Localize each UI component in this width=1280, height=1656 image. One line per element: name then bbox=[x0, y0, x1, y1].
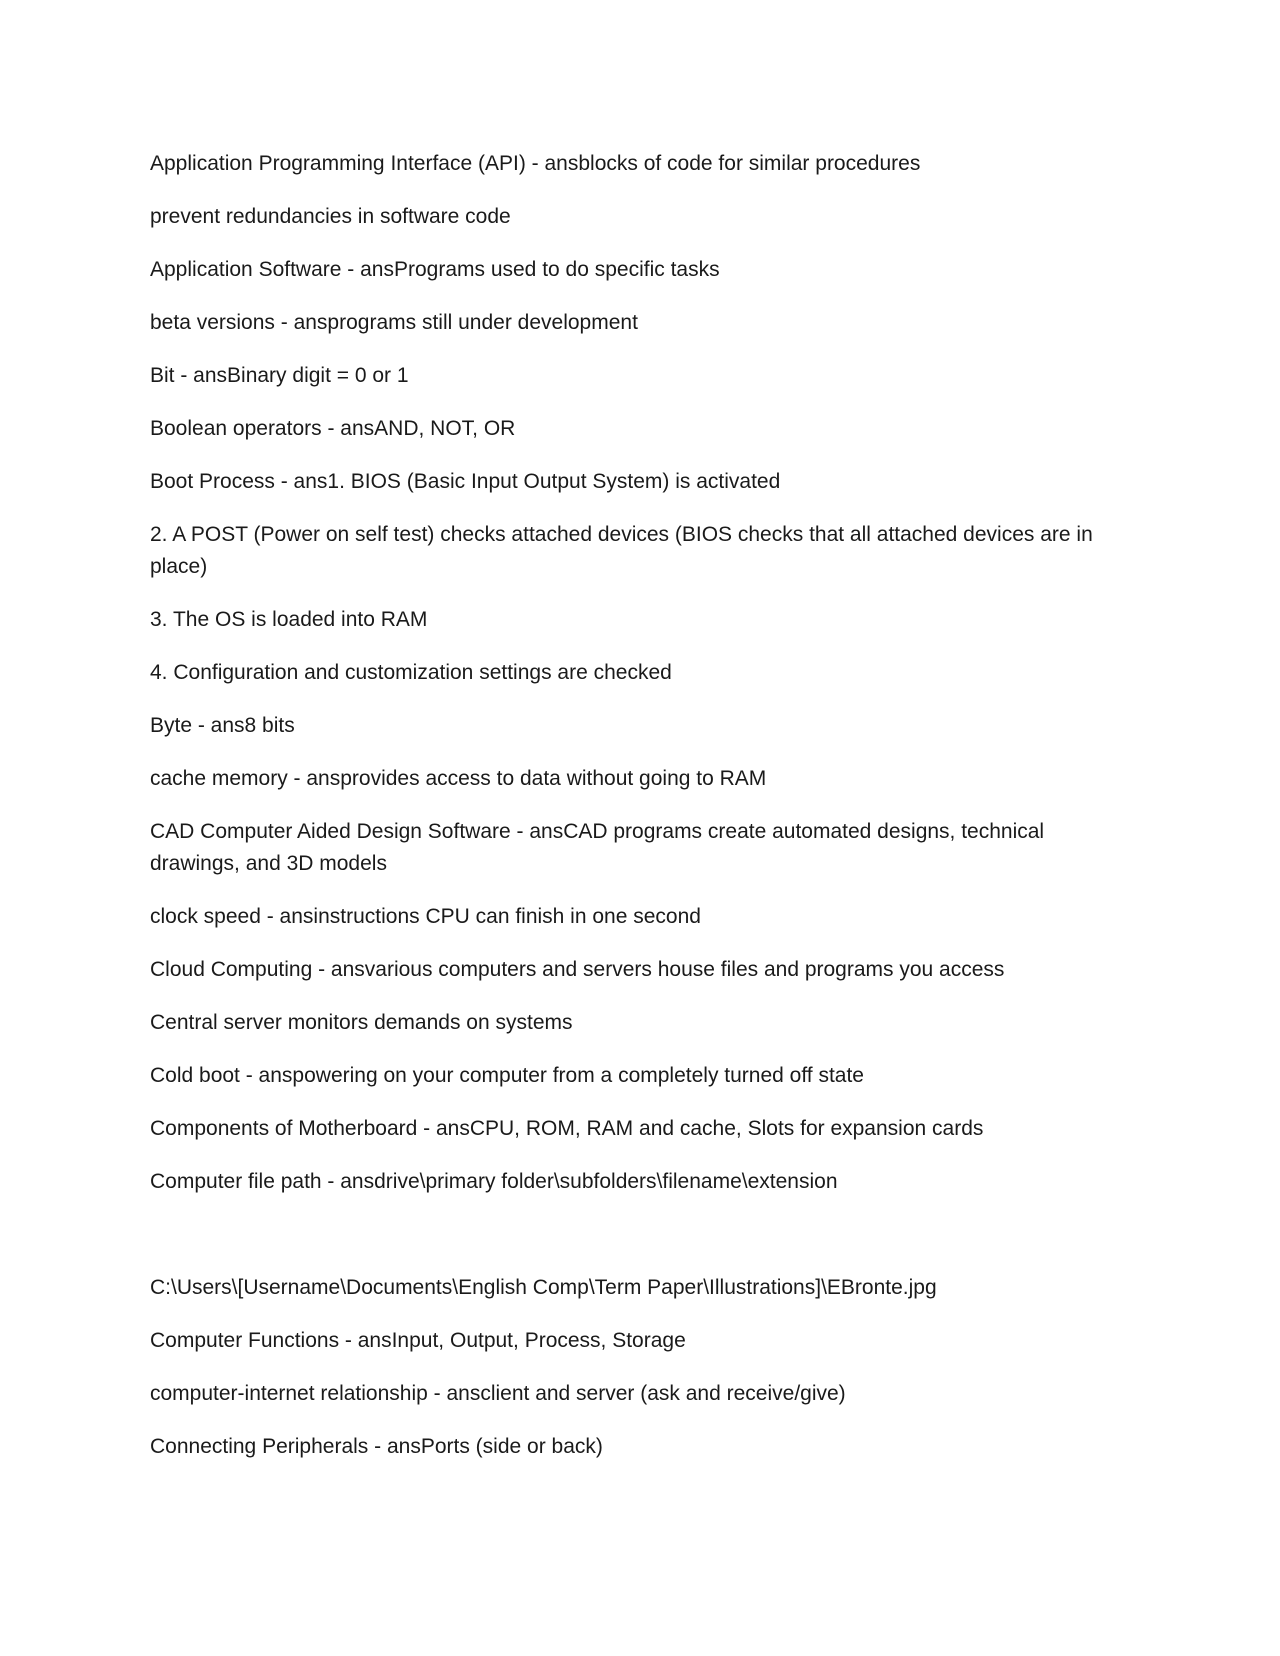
paragraph-application-software: Application Software - ansPrograms used to do specific tasks bbox=[150, 258, 720, 281]
paragraph-computer-functions: Computer Functions - ansInput, Output, Process, Storage bbox=[150, 1329, 686, 1352]
paragraph-byte: Byte - ans8 bits bbox=[150, 714, 295, 737]
paragraph-cad-software: CAD Computer Aided Design Software - ansCAD programs create automated designs, technical drawings, and 3D models bbox=[150, 820, 1050, 875]
paragraph-clock-speed: clock speed - ansinstructions CPU can finish in one second bbox=[150, 905, 701, 928]
paragraph-cold-boot: Cold boot - anspowering on your computer from a completely turned off state bbox=[150, 1064, 864, 1087]
document-body bbox=[150, 148, 1135, 1484]
paragraph-boot-process: Boot Process - ans1. BIOS (Basic Input Output System) is activated bbox=[150, 470, 781, 493]
paragraph-cache-memory: cache memory - ansprovides access to data without going to RAM bbox=[150, 767, 767, 790]
paragraph-beta-versions: beta versions - ansprograms still under development bbox=[150, 311, 638, 334]
paragraph-api: Application Programming Interface (API) - ansblocks of code for similar procedures bbox=[150, 152, 921, 175]
paragraph-cloud-computing: Cloud Computing - ansvarious computers and servers house files and programs you access bbox=[150, 958, 1005, 981]
paragraph-boot-step-4: 4. Configuration and customization settings are checked bbox=[150, 661, 672, 684]
blank-line bbox=[150, 1219, 1135, 1251]
paragraph-boolean-operators: Boolean operators - ansAND, NOT, OR bbox=[150, 417, 516, 440]
paragraph-boot-step-2: 2. A POST (Power on self test) checks attached devices (BIOS checks that all attached devices are in place) bbox=[150, 523, 1099, 578]
paragraph-computer-internet-relationship: computer-internet relationship - ansclient and server (ask and receive/give) bbox=[150, 1382, 846, 1405]
paragraph-api-purpose: prevent redundancies in software code bbox=[150, 205, 511, 228]
paragraph-boot-step-3: 3. The OS is loaded into RAM bbox=[150, 608, 428, 631]
paragraph-motherboard-components: Components of Motherboard - ansCPU, ROM, RAM and cache, Slots for expansion cards bbox=[150, 1117, 984, 1140]
paragraph-central-server: Central server monitors demands on systems bbox=[150, 1011, 573, 1034]
paragraph-file-path: Computer file path - ansdrive\primary folder\subfolders\filename\extension bbox=[150, 1170, 838, 1193]
paragraph-connecting-peripherals: Connecting Peripherals - ansPorts (side or back) bbox=[150, 1435, 603, 1458]
paragraph-bit: Bit - ansBinary digit = 0 or 1 bbox=[150, 364, 409, 387]
paragraph-file-path-example: C:\Users\[Username\Documents\English Comp\Term Paper\Illustrations]\EBronte.jpg bbox=[150, 1276, 937, 1299]
